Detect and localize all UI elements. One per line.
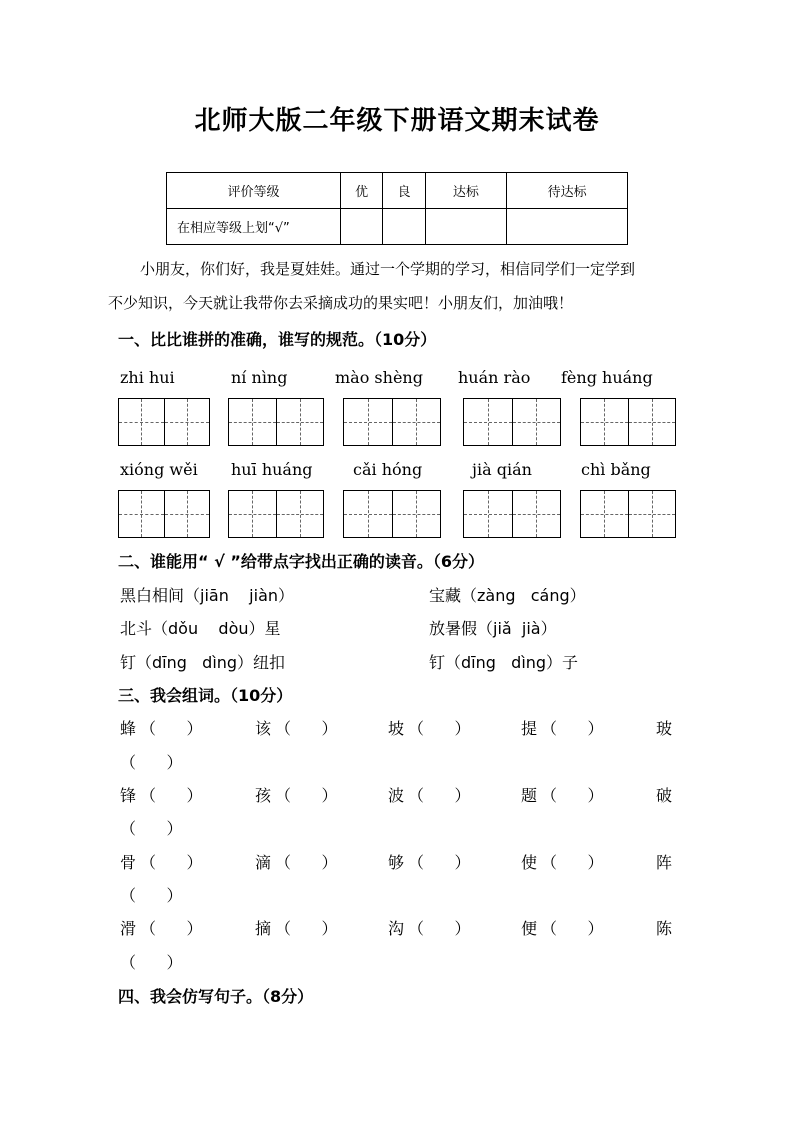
word-char: 骨 <box>120 853 137 872</box>
pinyin-label: fèng huáng <box>561 368 653 387</box>
writing-grid[interactable] <box>118 490 210 538</box>
grade-cell[interactable] <box>341 209 383 245</box>
section-3-heading: 三、我会组词。（10分） <box>118 686 293 705</box>
writing-grid[interactable] <box>343 398 441 446</box>
pinyin-label: cǎi hóng <box>353 460 423 479</box>
writing-grid[interactable] <box>463 490 561 538</box>
word-char: 便 <box>521 919 538 938</box>
word-char: 提 <box>521 719 538 738</box>
word-char: 波 <box>388 786 405 805</box>
reading-question[interactable]: 北斗（dǒu dòu）星 <box>120 619 281 638</box>
word-blank[interactable]: （ ） <box>120 953 183 972</box>
pinyin-label: zhi hui <box>120 368 175 387</box>
word-blank[interactable]: （ ） <box>541 786 604 805</box>
pinyin-label: huán rào <box>458 368 531 387</box>
word-blank[interactable]: （ ） <box>275 919 338 938</box>
word-blank[interactable]: （ ） <box>120 753 183 772</box>
word-char: 该 <box>255 719 272 738</box>
word-char: 孩 <box>255 786 272 805</box>
word-char: 沟 <box>388 919 405 938</box>
word-blank[interactable]: （ ） <box>541 853 604 872</box>
word-blank[interactable]: （ ） <box>541 919 604 938</box>
word-blank[interactable]: （ ） <box>275 719 338 738</box>
grade-header-excellent: 优 <box>341 173 383 209</box>
grade-cell[interactable] <box>383 209 425 245</box>
section-1-heading: 一、比比谁拼的准确，谁写的规范。（10分） <box>118 330 437 349</box>
pinyin-label: huī huáng <box>231 460 313 479</box>
word-char: 蜂 <box>120 719 137 738</box>
grade-header-pass: 达标 <box>425 173 507 209</box>
writing-grid[interactable] <box>343 490 441 538</box>
word-char: 阵 <box>656 853 673 872</box>
page-title: 北师大版二年级下册语文期末试卷 <box>194 106 600 136</box>
word-blank[interactable]: （ ） <box>541 719 604 738</box>
word-blank[interactable]: （ ） <box>275 853 338 872</box>
writing-grid[interactable] <box>463 398 561 446</box>
writing-grid[interactable] <box>228 398 324 446</box>
word-blank[interactable]: （ ） <box>408 786 471 805</box>
pinyin-label: xióng wěi <box>120 460 198 479</box>
word-blank[interactable]: （ ） <box>275 786 338 805</box>
grade-mark-row <box>167 209 628 245</box>
grade-header-label: 评价等级 <box>167 173 341 209</box>
pinyin-label: mào shèng <box>335 368 423 387</box>
intro-line-1: 小朋友，你们好，我是夏娃娃。通过一个学期的学习，相信同学们一定学到 <box>140 260 636 278</box>
writing-grid[interactable] <box>580 398 676 446</box>
grade-cell[interactable] <box>425 209 507 245</box>
grade-table <box>166 172 628 245</box>
reading-question[interactable]: 钉（dīng dìng）纽扣 <box>120 653 286 672</box>
writing-grid[interactable] <box>118 398 210 446</box>
word-blank[interactable]: （ ） <box>120 886 183 905</box>
reading-question[interactable]: 钉（dīng dìng）子 <box>429 653 579 672</box>
word-blank[interactable]: （ ） <box>408 853 471 872</box>
word-char: 滑 <box>120 919 137 938</box>
pinyin-label: ní nìng <box>231 368 288 387</box>
reading-question[interactable]: 放暑假（jiǎ jià） <box>429 619 557 638</box>
word-char: 玻 <box>656 719 673 738</box>
writing-grid[interactable] <box>228 490 324 538</box>
word-char: 锋 <box>120 786 137 805</box>
word-char: 够 <box>388 853 405 872</box>
section-2-heading: 二、谁能用“ √ ”给带点字找出正确的读音。（6分） <box>118 552 484 571</box>
pinyin-label: jià qián <box>472 460 532 479</box>
word-char: 滴 <box>255 853 272 872</box>
word-char: 陈 <box>656 919 673 938</box>
grade-header-good: 良 <box>383 173 425 209</box>
word-blank[interactable]: （ ） <box>140 853 203 872</box>
word-char: 破 <box>656 786 673 805</box>
word-blank[interactable]: （ ） <box>408 719 471 738</box>
pinyin-label: chì bǎng <box>581 460 651 479</box>
word-blank[interactable]: （ ） <box>140 719 203 738</box>
writing-grid[interactable] <box>580 490 676 538</box>
word-blank[interactable]: （ ） <box>140 919 203 938</box>
word-char: 使 <box>521 853 538 872</box>
word-blank[interactable]: （ ） <box>408 919 471 938</box>
word-char: 题 <box>521 786 538 805</box>
grade-header-not-yet: 待达标 <box>507 173 628 209</box>
intro-line-2: 不少知识，今天就让我带你去采摘成功的果实吧！小朋友们，加油哦！ <box>108 294 574 312</box>
reading-question[interactable]: 黑白相间（jiān jiàn） <box>120 586 295 605</box>
word-blank[interactable]: （ ） <box>140 786 203 805</box>
section-4-heading: 四、我会仿写句子。（8分） <box>118 987 314 1006</box>
grade-cell[interactable] <box>507 209 628 245</box>
grade-row-label: 在相应等级上划“√” <box>167 209 341 245</box>
word-blank[interactable]: （ ） <box>120 819 183 838</box>
word-char: 坡 <box>388 719 405 738</box>
reading-question[interactable]: 宝藏（zàng cáng） <box>429 586 586 605</box>
grade-header-row <box>167 173 628 209</box>
word-char: 摘 <box>255 919 272 938</box>
